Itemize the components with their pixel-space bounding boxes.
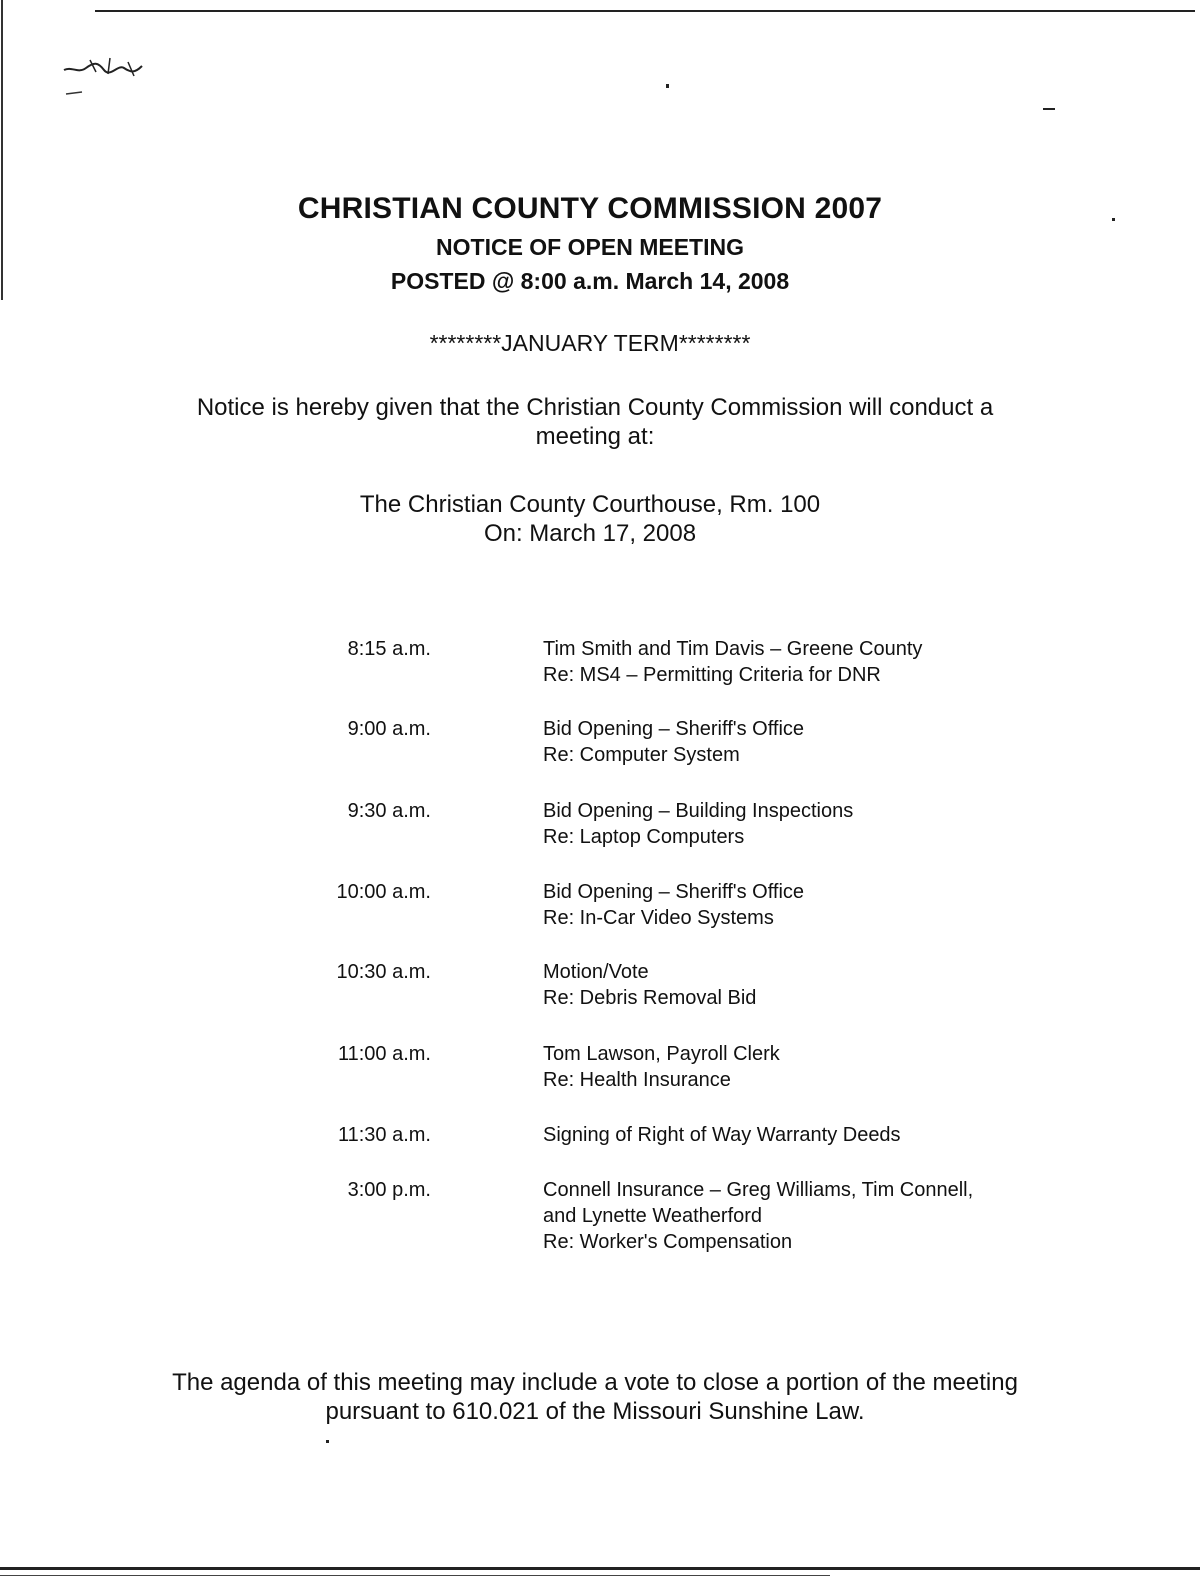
notice-heading: NOTICE OF OPEN MEETING [436, 234, 744, 260]
agenda-description [543, 959, 1103, 1011]
agenda-line: Re: In-Car Video Systems [543, 907, 774, 929]
agenda-line: Motion/Vote [543, 961, 649, 983]
agenda-time: 9:30 a.m. [347, 800, 431, 822]
footer-line: The agenda of this meeting may include a vote to close a portion of the meeting [172, 1369, 1018, 1396]
scan-speck [666, 84, 669, 88]
posted-date: POSTED @ 8:00 a.m. March 14, 2008 [390, 268, 790, 294]
agenda-line: Signing of Right of Way Warranty Deeds [543, 1124, 901, 1146]
notice-text [100, 393, 1090, 451]
location-place: The Christian County Courthouse, Rm. 100 [359, 491, 821, 518]
scan-bottom-edge-thin [0, 1575, 830, 1576]
agenda-description [543, 1177, 1103, 1255]
agenda-time: 9:00 a.m. [347, 718, 431, 740]
agenda-line: Re: MS4 – Permitting Criteria for DNR [543, 664, 881, 686]
footer-line: pursuant to 610.021 of the Missouri Sunshine Law. [325, 1398, 865, 1425]
agenda-line: Bid Opening – Sheriff's Office [543, 718, 805, 740]
agenda-time: 11:00 a.m. [337, 1043, 431, 1065]
agenda-line: Re: Laptop Computers [543, 826, 745, 848]
agenda-description [543, 798, 1103, 850]
scan-speck [1043, 108, 1055, 110]
agenda-line: Re: Debris Removal Bid [543, 987, 757, 1009]
agenda-line: Bid Opening – Sheriff's Office [543, 881, 805, 903]
agenda-description [543, 636, 1103, 688]
agenda-description [543, 716, 1103, 768]
agenda-line: Re: Health Insurance [543, 1069, 731, 1091]
agenda-line: Re: Worker's Compensation [543, 1231, 793, 1253]
notice-line: meeting at: [535, 423, 655, 450]
scan-bottom-edge [0, 1567, 1200, 1570]
agenda-time: 11:30 a.m. [337, 1124, 431, 1146]
agenda-description [543, 1122, 1103, 1148]
agenda-line: Re: Computer System [543, 744, 740, 766]
term-label: ********JANUARY TERM******** [429, 330, 751, 356]
sunshine-law-notice [60, 1368, 1130, 1426]
agenda-line: Connell Insurance – Greg Williams, Tim Connell, [543, 1179, 974, 1201]
agenda-time: 10:00 a.m. [336, 881, 431, 903]
agenda-description [543, 879, 1103, 931]
agenda-line: and Lynette Weatherford [543, 1205, 763, 1227]
location-date: On: March 17, 2008 [483, 520, 697, 547]
agenda-line: Tom Lawson, Payroll Clerk [543, 1043, 780, 1065]
scan-speck [326, 1440, 329, 1443]
meeting-location [0, 490, 1180, 548]
agenda-time: 8:15 a.m. [347, 638, 431, 660]
agenda-time: 3:00 p.m. [347, 1179, 431, 1201]
agenda-description [543, 1041, 1103, 1093]
agenda-line: Tim Smith and Tim Davis – Greene County [543, 638, 923, 660]
notice-line: Notice is hereby given that the Christian County Commission will conduct a [196, 394, 994, 421]
scan-top-edge [95, 10, 1195, 12]
document-title: CHRISTIAN COUNTY COMMISSION 2007 [297, 192, 883, 225]
agenda-line: Bid Opening – Building Inspections [543, 800, 854, 822]
agenda-time: 10:30 a.m. [336, 961, 431, 983]
handwritten-mark [60, 48, 150, 98]
